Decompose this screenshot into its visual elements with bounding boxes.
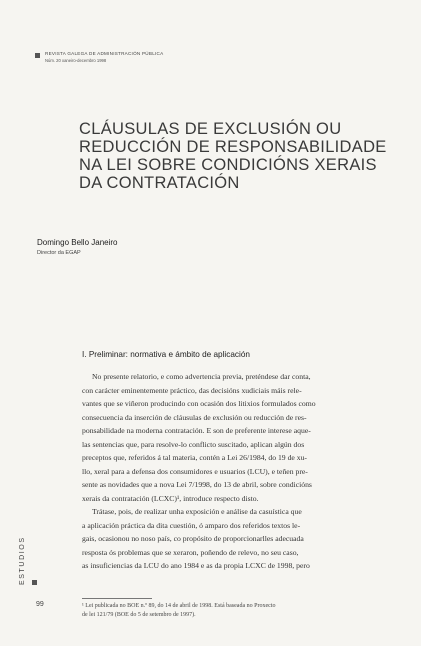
- footnote-divider: [82, 598, 152, 599]
- footnote-line: ¹ Lei publicada no BOE n.º 89, do 14 de abril de 1998. Está baseada no Proxecto: [82, 603, 276, 609]
- author-role: Director da EGAP: [37, 250, 81, 256]
- body-paragraph-1: [82, 370, 382, 505]
- text-line: las sentencias que, para resolve-lo conflicto suscitado, aplican algún dos: [82, 439, 305, 449]
- text-line: Trátase, pois, de realizar unha exposición e análise da casuística que: [92, 507, 302, 516]
- text-line: vantes que se viñeron producindo con ocasión dos litixios formulados como: [82, 399, 316, 408]
- issue-line: Núm. 20 xaneiro-decembro 1998: [45, 58, 107, 63]
- text-line: xerais da contratación (LCXC)¹, introduce respecto disto.: [82, 493, 259, 503]
- article-title: [79, 120, 387, 192]
- text-line: as insuficiencias da LCU do ano 1984 e as da propia LCXC de 1998, pero: [82, 561, 310, 570]
- text-line: con carácter eminentemente práctico, das decisións xudiciais máis rele-: [82, 385, 302, 395]
- text-line: No presente relatorio, e como advertencia previa, preténdese dar conta,: [92, 372, 311, 381]
- title-line: DA CONTRATACIÓN: [79, 174, 240, 192]
- title-line: NA LEI SOBRE CONDICIÓNS XERAIS: [79, 156, 377, 174]
- section-side-label: ESTUDIOS: [19, 536, 26, 585]
- text-line: llo, xeral para a defensa dos consumidores e usuarios (LCU), e teñen pre-: [82, 466, 308, 476]
- journal-square-mark: [35, 53, 40, 58]
- side-square-mark: [32, 580, 37, 585]
- footnote-line: de lei 121/79 (BOE do 5 de setembro de 1997).: [82, 612, 196, 618]
- text-line: gais, ocasionou no noso país, co propósito de proporcionarlles adecuada: [82, 534, 304, 543]
- page-number: 99: [36, 601, 44, 608]
- title-line: CLÁUSULAS DE EXCLUSIÓN OU: [79, 120, 342, 138]
- body-paragraph-2: [82, 505, 382, 573]
- text-line: resposta ós problemas que se xeraron, poñendo de relevo, no seu caso,: [82, 547, 299, 557]
- section-heading: I. Preliminar: normativa e ámbito de aplicación: [82, 350, 250, 359]
- text-line: consecuencia da inserción de cláusulas de exclusión ou reducción de res-: [82, 412, 307, 422]
- text-line: a aplicación práctica da dita cuestión, ó amparo dos referidos textos le-: [82, 520, 301, 530]
- text-line: preceptos que, referidos á tal materia, contén a Lei 26/1984, do 19 de xu-: [82, 453, 307, 462]
- journal-name: REVISTA GALEGA DE ADMINISTRACIÓN PÚBLICA: [45, 51, 164, 56]
- text-line: ponsabilidade na moderna contratación. E son de preferente interese aque-: [82, 426, 311, 435]
- footnote: [82, 602, 382, 620]
- title-line: REDUCCIÓN DE RESPONSABILIDADE: [79, 138, 387, 156]
- text-line: sente as novidades que a nova Lei 7/1998, do 13 de abril, sobre condicións: [82, 480, 312, 489]
- author-name: Domingo Bello Janeiro: [37, 238, 118, 247]
